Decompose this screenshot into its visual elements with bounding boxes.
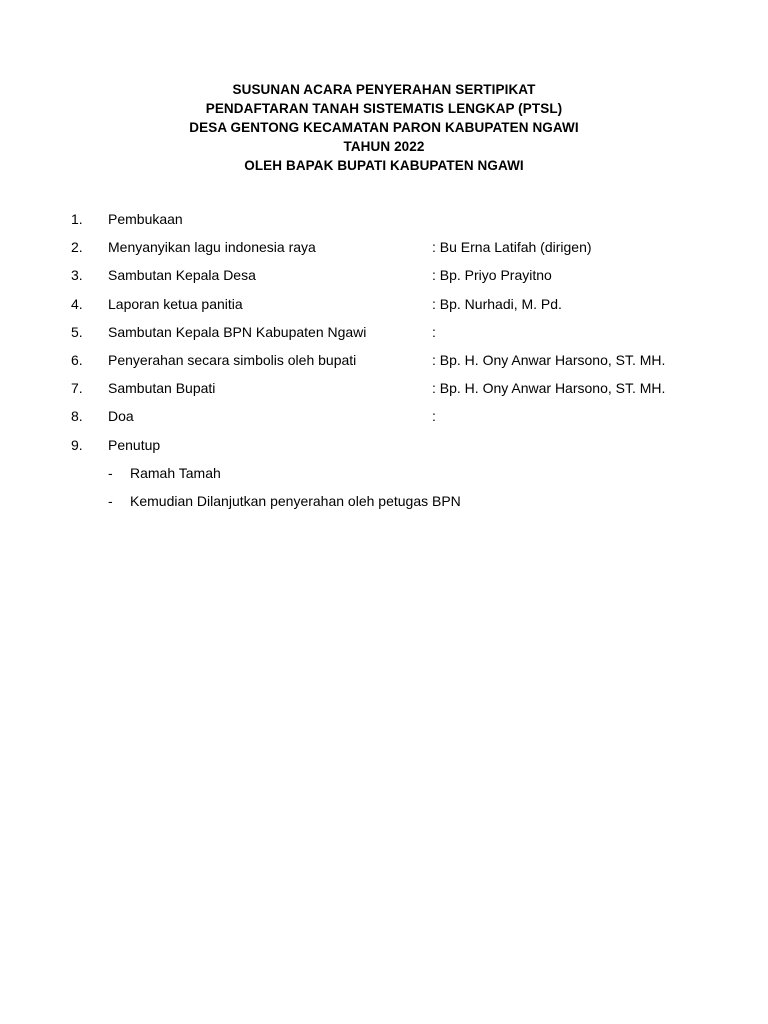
agenda-title: Pembukaan: [108, 211, 183, 227]
title-line-3: DESA GENTONG KECAMATAN PARON KABUPATEN NGAWI: [189, 120, 579, 135]
agenda-title: Sambutan Kepala Desa: [108, 267, 256, 284]
agenda-item: [0, 265, 768, 293]
agenda-title: Sambutan Kepala BPN Kabupaten Ngawi: [108, 323, 367, 340]
agenda-number: 5.: [71, 323, 83, 340]
agenda-number: 1.: [71, 211, 83, 227]
agenda-item: [0, 294, 768, 322]
agenda-item: [0, 406, 768, 434]
agenda-number: 6.: [71, 351, 83, 368]
agenda-number: 8.: [71, 408, 83, 425]
closing-subitem: [0, 491, 768, 519]
agenda-number: 2.: [71, 239, 83, 256]
agenda-person: : Bu Erna Latifah (dirigen): [432, 239, 592, 256]
title-line-5: OLEH BAPAK BUPATI KABUPATEN NGAWI: [244, 158, 524, 173]
document-title: [0, 80, 768, 175]
title-line-4: TAHUN 2022: [343, 139, 425, 154]
subitem-text: Ramah Tamah: [130, 464, 221, 481]
agenda-title: Penyerahan secara simbolis oleh bupati: [108, 351, 357, 368]
agenda-item: [0, 435, 768, 463]
agenda-number: 4.: [71, 295, 83, 312]
agenda-item: [0, 322, 768, 350]
dash-bullet: -: [108, 464, 113, 481]
subitem-text: Kemudian Dilanjutkan penyerahan oleh petugas BPN: [130, 492, 461, 509]
agenda-title: Menyanyikan lagu indonesia raya: [108, 239, 316, 256]
agenda-number: 7.: [71, 380, 83, 397]
agenda-item: [0, 209, 768, 237]
agenda-person: :: [432, 323, 436, 340]
agenda-person: : Bp. H. Ony Anwar Harsono, ST. MH.: [432, 380, 666, 397]
agenda-person: : Bp. Nurhadi, M. Pd.: [432, 295, 562, 312]
agenda-title: Doa: [108, 408, 134, 425]
agenda-item: [0, 350, 768, 378]
title-line-1: SUSUNAN ACARA PENYERAHAN SERTIPIKAT: [232, 82, 536, 97]
agenda-title: Penutup: [108, 436, 161, 453]
agenda-item: [0, 237, 768, 265]
agenda-person: :: [432, 408, 436, 425]
title-line-2: PENDAFTARAN TANAH SISTEMATIS LENGKAP (PTSL): [205, 101, 563, 116]
agenda-title: Sambutan Bupati: [108, 380, 216, 397]
agenda-title: Laporan ketua panitia: [108, 295, 243, 312]
agenda-number: 3.: [71, 267, 83, 284]
agenda-person: : Bp. Priyo Prayitno: [432, 267, 552, 284]
agenda-item: [0, 378, 768, 406]
agenda-number: 9.: [71, 436, 83, 453]
closing-subitem: [0, 463, 768, 491]
agenda-person: : Bp. H. Ony Anwar Harsono, ST. MH.: [432, 351, 666, 368]
agenda-list: [0, 209, 768, 519]
dash-bullet: -: [108, 492, 113, 509]
